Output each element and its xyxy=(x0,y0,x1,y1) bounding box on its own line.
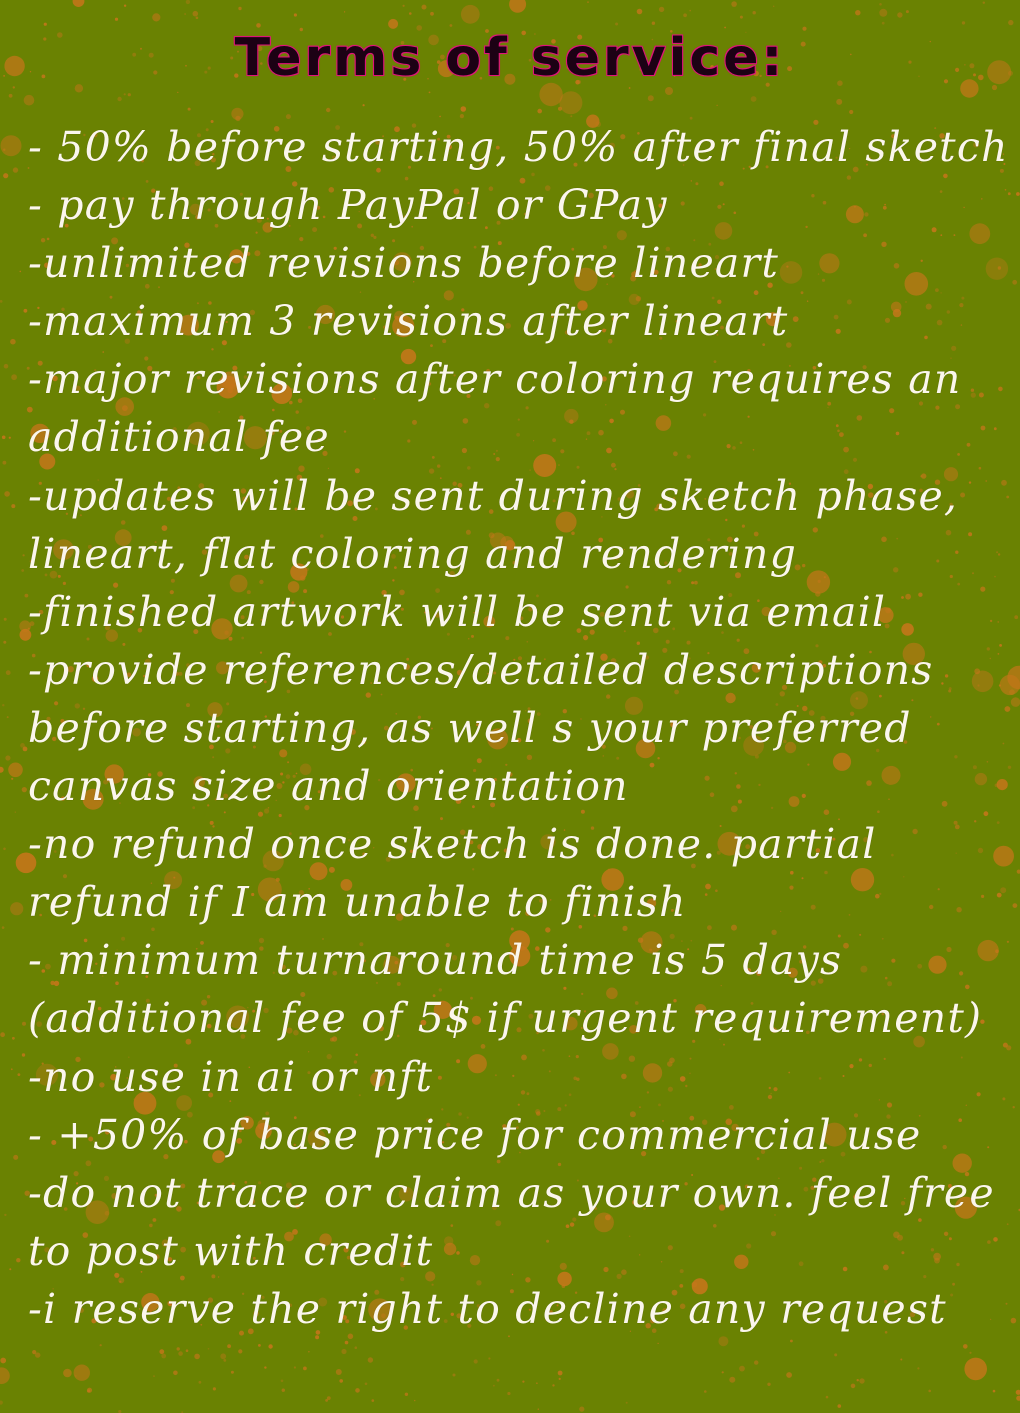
terms-line: - 50% before starting, 50% after final sketch xyxy=(28,123,1009,171)
terms-line: - pay through PayPal or GPay xyxy=(28,181,668,230)
terms-line: -unlimited revisions before lineart xyxy=(28,239,780,288)
page-title: Terms of service: xyxy=(234,28,786,88)
terms-line: refund if I am unable to finish xyxy=(28,878,687,927)
terms-line: -no refund once sketch is done. partial xyxy=(28,820,877,869)
terms-line: - +50% of base price for commercial use xyxy=(28,1110,922,1159)
terms-line: -maximum 3 revisions after lineart xyxy=(28,297,789,346)
terms-line: before starting, as well s your preferred xyxy=(28,703,912,752)
terms-line: lineart, flat coloring and rendering xyxy=(28,529,798,578)
terms-line: -updates will be sent during sketch phase, xyxy=(28,471,959,520)
terms-line: -finished artwork will be sent via email xyxy=(28,587,887,636)
terms-list xyxy=(28,118,1008,1338)
terms-line: - minimum turnaround time is 5 days xyxy=(28,936,843,985)
terms-line: -major revisions after coloring requires an xyxy=(28,355,962,404)
terms-line: -provide references/detailed descriptions xyxy=(28,645,934,694)
terms-line: to post with credit xyxy=(28,1226,434,1275)
terms-line: canvas size and orientation xyxy=(28,762,629,811)
terms-line: additional fee xyxy=(28,413,330,462)
terms-line: (additional fee of 5$ if urgent requirement) xyxy=(28,994,983,1043)
terms-line: -do not trace or claim as your own. feel free xyxy=(28,1168,995,1217)
terms-line: -i reserve the right to decline any request xyxy=(28,1284,947,1333)
terms-line: -no use in ai or nft xyxy=(28,1052,434,1101)
